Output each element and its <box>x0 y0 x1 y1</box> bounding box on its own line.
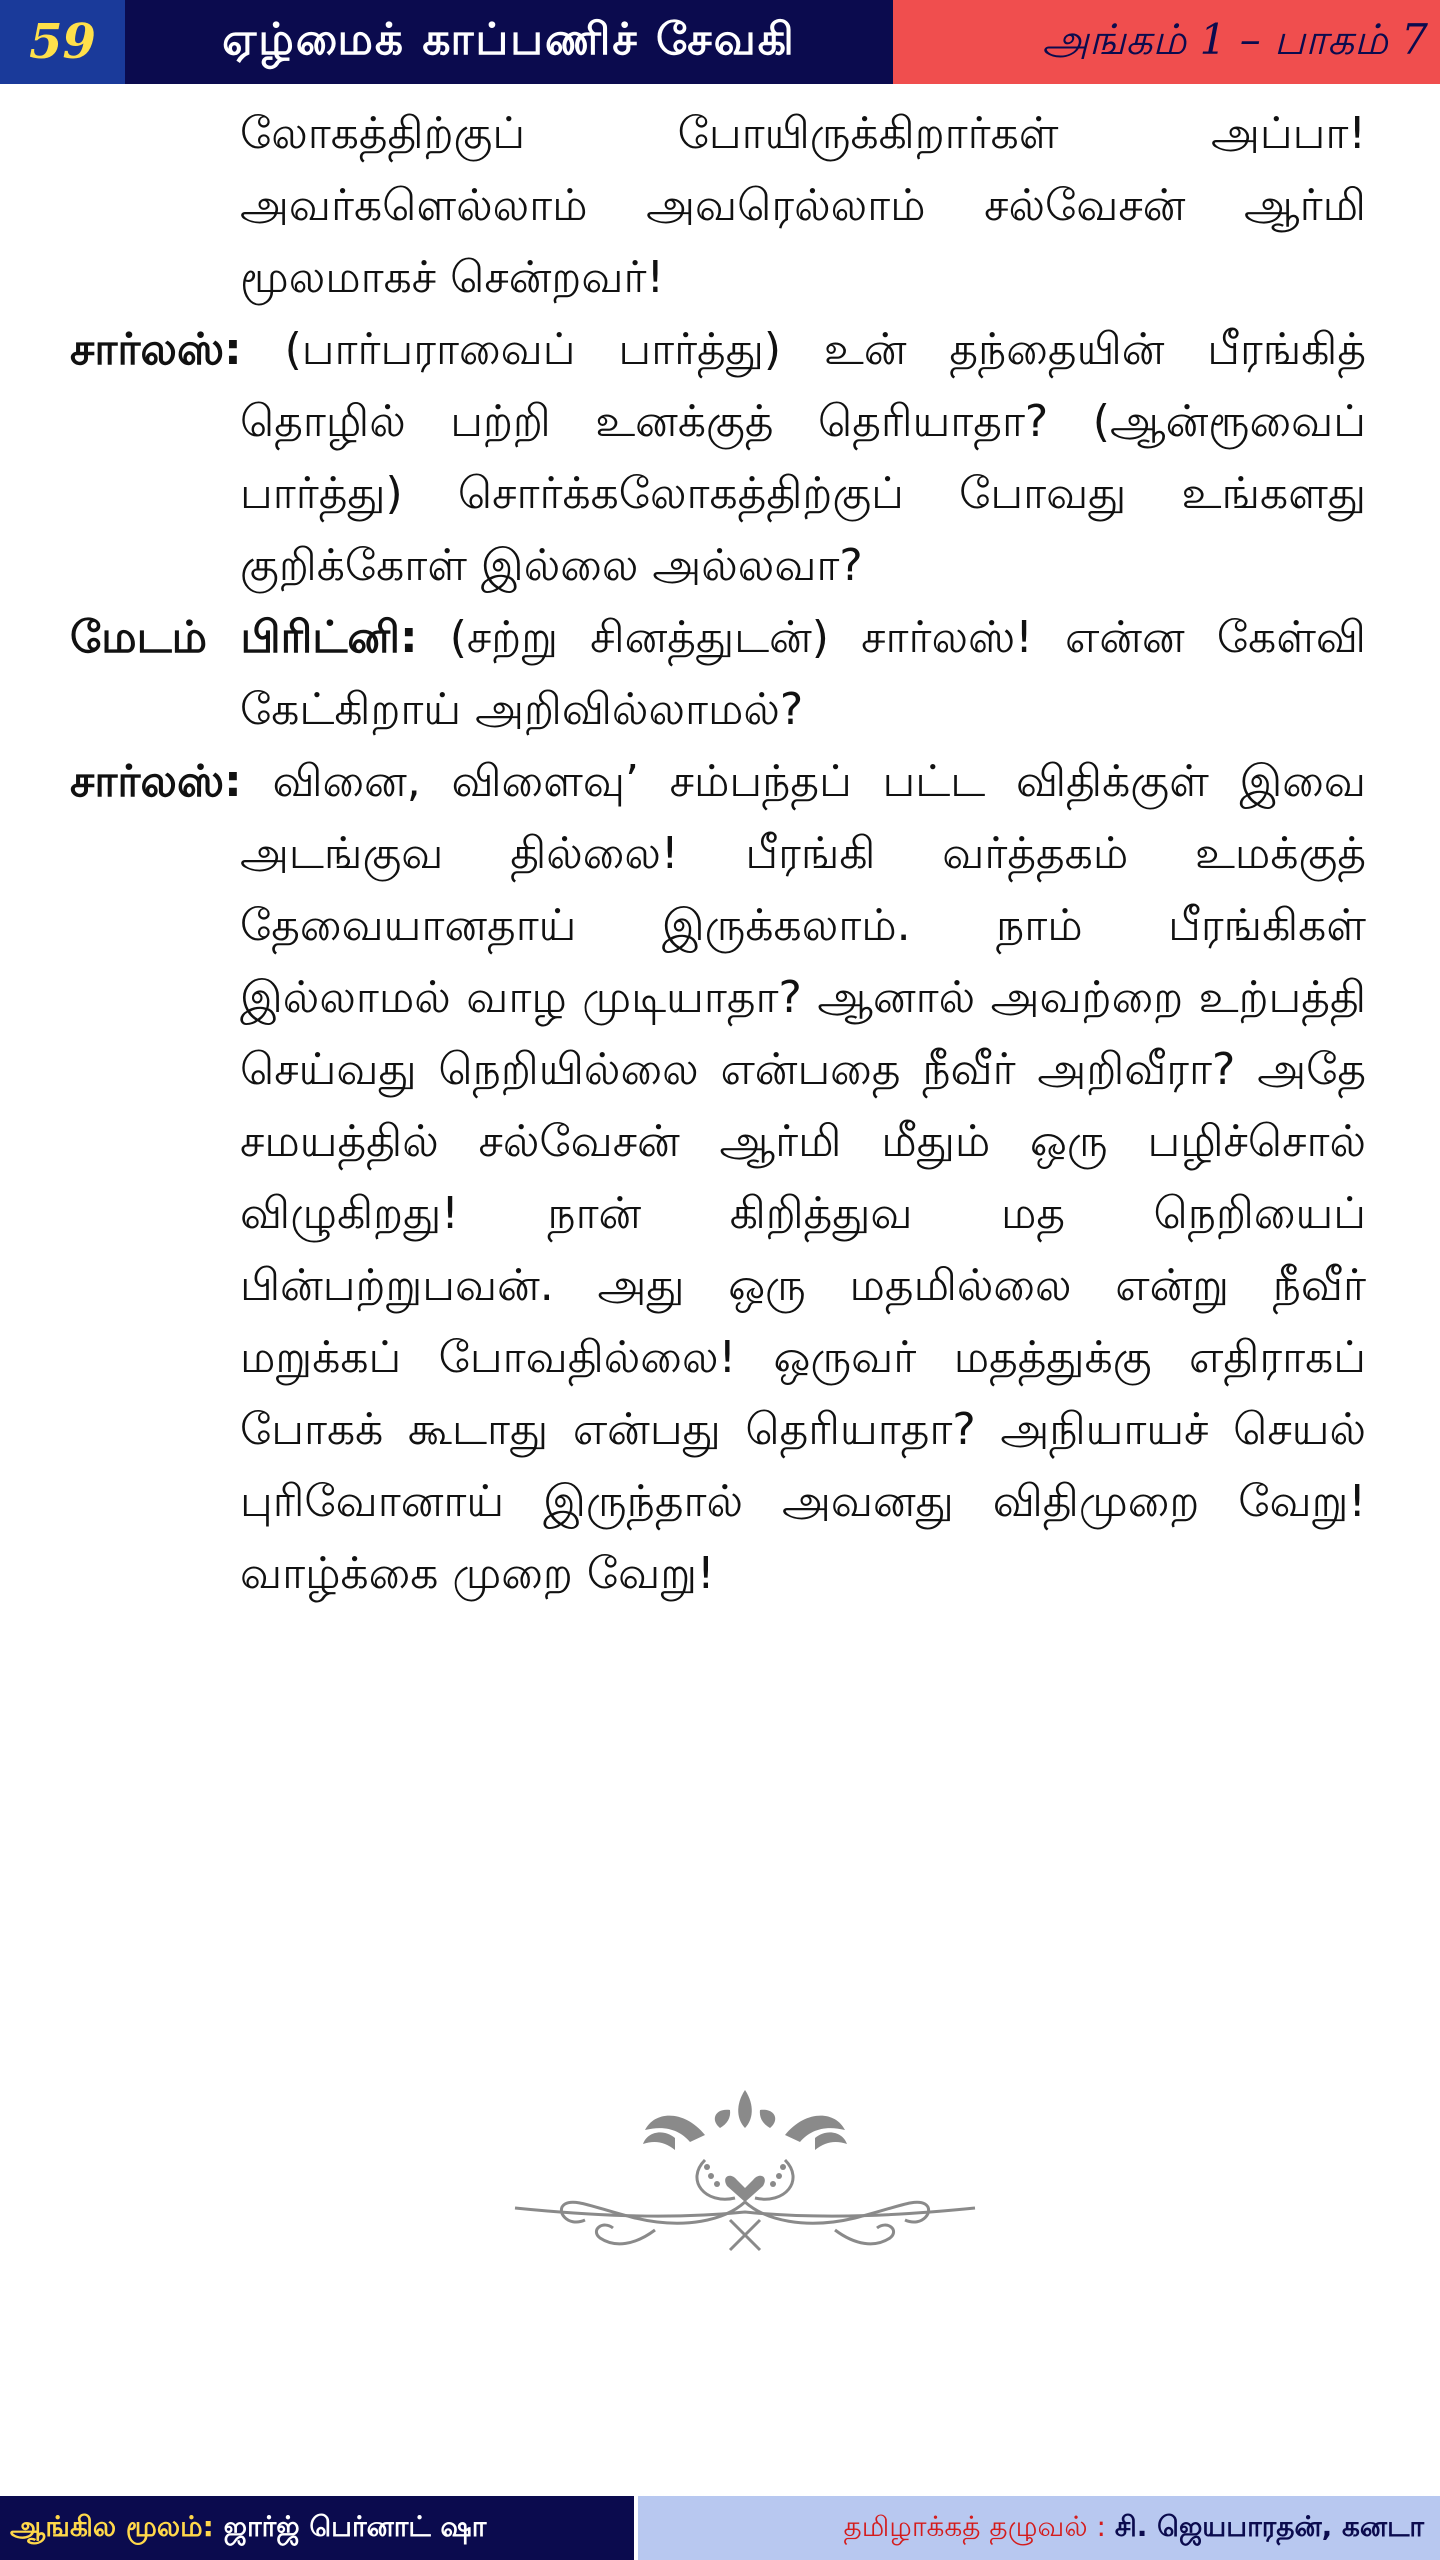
source-credit <box>0 2496 634 2560</box>
page-number: 59 <box>0 0 125 84</box>
dialogue-line <box>70 314 1366 602</box>
translation-label: தமிழாக்கத் தழுவல் : <box>843 2509 1106 2543</box>
speaker-name: சார்லஸ்: <box>70 324 242 375</box>
source-author: ஜார்ஜ் பெர்னாட் ஷா <box>223 2509 487 2543</box>
act-part-label: அங்கம் 1 – பாகம் 7 <box>893 0 1440 84</box>
line-text: (சற்று சினத்துடன்) சார்லஸ்! என்ன கேள்வி கேட்கிறாய் அறிவில்லாமல்? <box>240 612 1366 735</box>
floral-divider-icon <box>505 2080 985 2270</box>
dialogue-body <box>70 98 1366 1610</box>
book-title: ஏழ்மைக் காப்பணிச் சேவகி <box>125 0 893 84</box>
line-text: வினை, விளைவு’ சம்பந்தப் பட்ட விதிக்குள் இவை அடங்குவ தில்லை! பீரங்கி வர்த்தகம் உமக்குத் தேவையானதாய் இருக்கலாம். நாம் பீரங்கிகள் இல்லாமல் வாழ முடியாதா? ஆனால் அவற்றை உற்பத்தி செய்வது நெறியில்லை என்பதை நீவீர் அறிவீரா? அதே சமயத்தில் சல்வேசன் ஆர்மி மீதும் ஒரு பழிச்சொல் விழுகிறது! நான் கிறித்துவ மத நெறியைப் பின்பற்றுபவன். அது ஒரு மதமில்லை என்று நீவீர் மறுக்கப் போவதில்லை! ஒருவர் மதத்துக்கு எதிராகப் போகக் கூடாது என்பது தெரியாதா? அநியாயச் செயல் புரிவோனாய் இருந்தால் அவனது விதிமுறை வேறு! வாழ்க்கை முறை வேறு! <box>240 756 1366 1599</box>
speaker-name: சார்லஸ்: <box>70 756 242 807</box>
line-text: (பார்பராவைப் பார்த்து) உன் தந்தையின் பீரங்கித் தொழில் பற்றி உனக்குத் தெரியாதா? (ஆன்ரூவைப் பார்த்து) சொர்க்கலோகத்திற்குப் போவது உங்களது குறிக்கோள் இல்லை அல்லவா? <box>240 324 1366 591</box>
dialogue-line <box>70 602 1366 746</box>
page-footer <box>0 2496 1440 2560</box>
page-header <box>0 0 1440 84</box>
translator-name: சி. ஜெயபாரதன், கனடா <box>1114 2509 1424 2543</box>
line-text: லோகத்திற்குப் போயிருக்கிறார்கள் அப்பா! அவர்களெல்லாம் அவரெல்லாம் சல்வேசன் ஆர்மி மூலமாகச் சென்றவர்! <box>240 108 1366 303</box>
source-label: ஆங்கில மூலம்: <box>10 2509 214 2543</box>
dialogue-line <box>70 746 1366 1610</box>
speaker-name: மேடம் பிரிட்னி: <box>70 612 418 663</box>
dialogue-line <box>70 98 1366 314</box>
translation-credit <box>634 2496 1440 2560</box>
